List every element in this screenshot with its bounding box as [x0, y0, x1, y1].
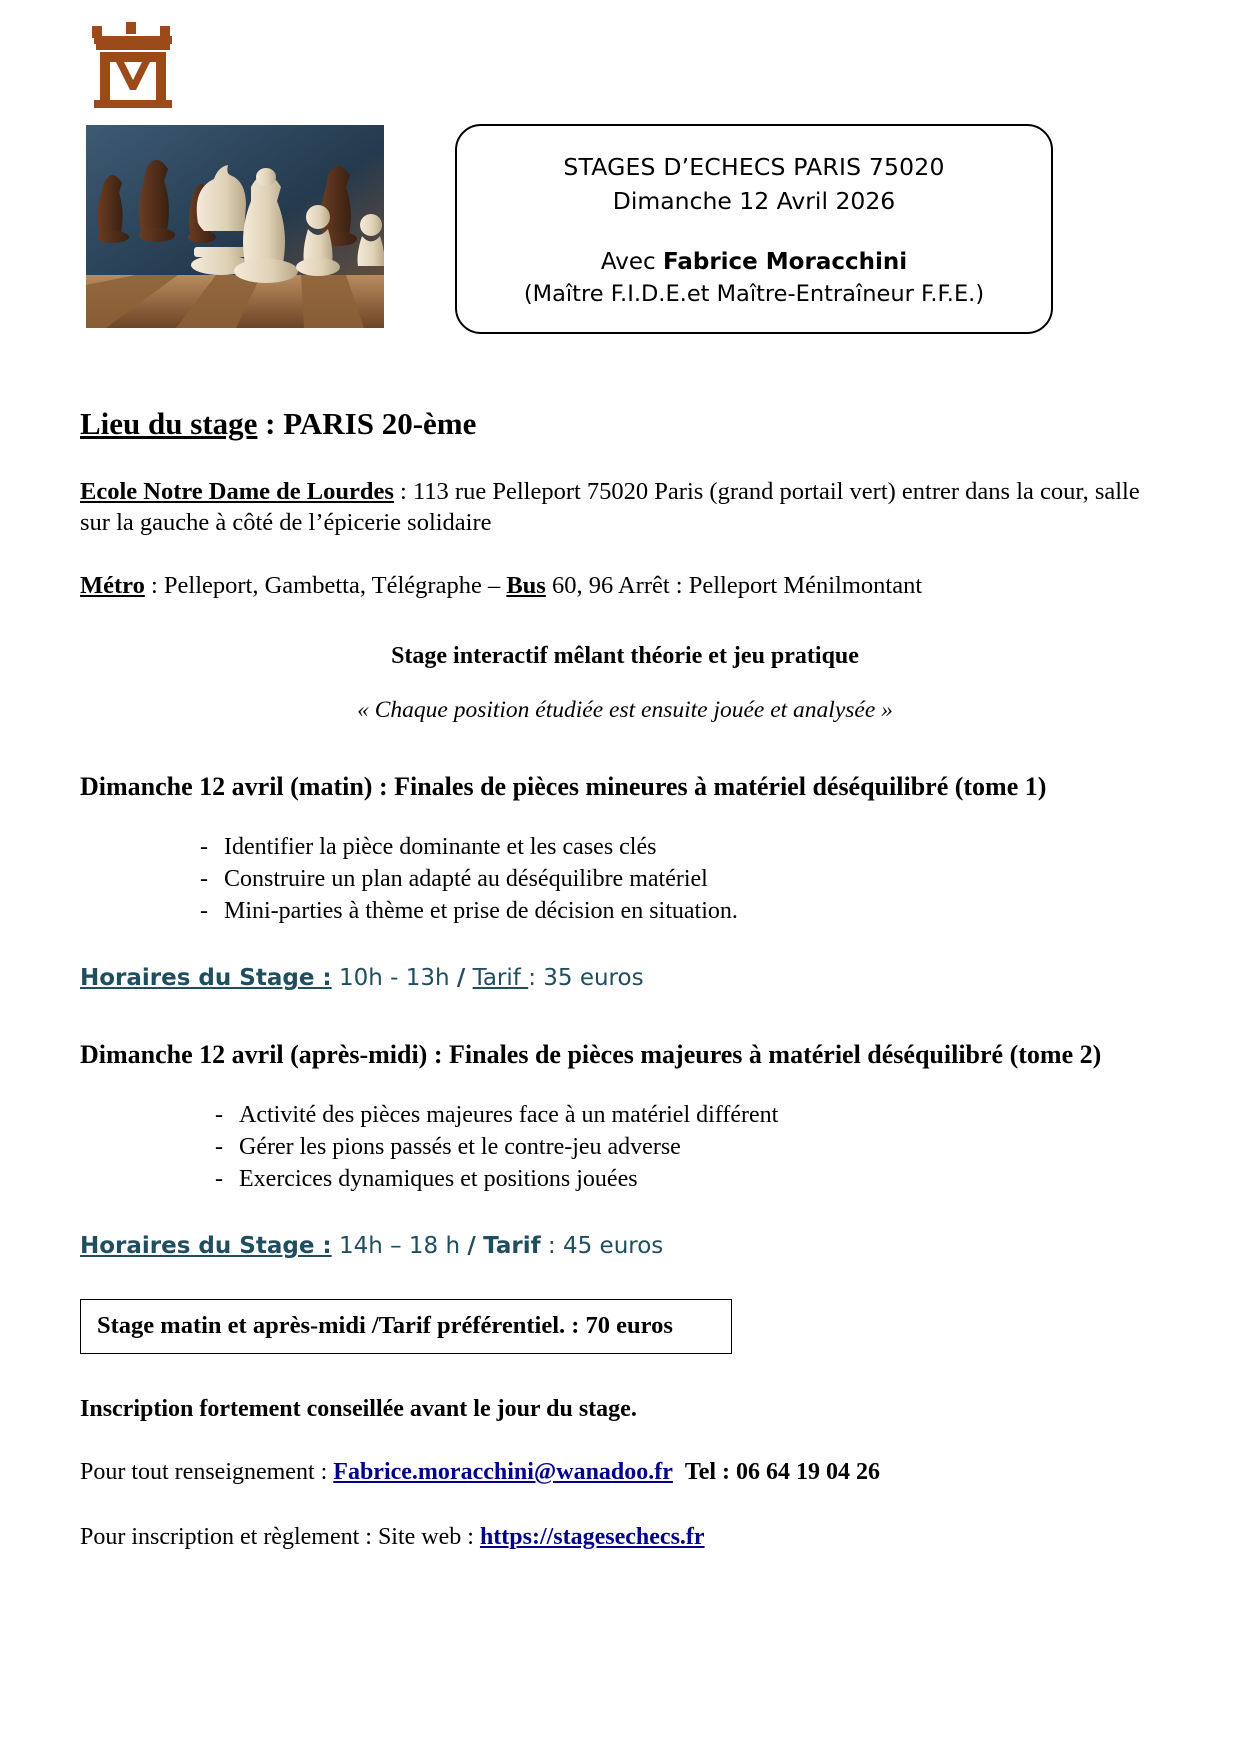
title-line-2: Dimanche 12 Avril 2026 [612, 187, 896, 215]
school-address-paragraph [80, 476, 1170, 538]
website-link[interactable]: https://stagesechecs.fr [479, 1524, 705, 1550]
session-1-bullets [80, 831, 1170, 927]
bullet-text: Exercices dynamiques et positions jouées [239, 1166, 638, 1192]
bullet-dash: - [200, 866, 208, 892]
schedule-value: 14h – 18 h [338, 1233, 461, 1259]
inscription-note: Inscription fortement conseillée avant le jour du stage. [80, 1396, 637, 1422]
phone-number: Tel : 06 64 19 04 26 [684, 1459, 881, 1485]
chess-pieces-photo [86, 125, 384, 328]
bullet-text: Gérer les pions passés et le contre-jeu adverse [239, 1134, 681, 1160]
bullet-text: Activité des pièces majeures face à un matériel différent [239, 1102, 779, 1128]
list-item [200, 831, 1170, 863]
bullet-dash: - [215, 1166, 223, 1192]
schedule-value: 10h - 13h [338, 965, 450, 991]
title-line-1: STAGES D’ECHECS PARIS 75020 [563, 153, 945, 181]
contact-line [80, 1457, 1170, 1488]
bullet-dash: - [200, 898, 208, 924]
bullet-dash: - [200, 834, 208, 860]
session-1-title: Dimanche 12 avril (matin) : Finales de pièces mineures à matériel déséquilibré (tome 1) [80, 772, 1047, 801]
metro-label: Métro [80, 572, 145, 599]
schedule-separator: / [467, 1233, 476, 1259]
bullet-text: Identifier la pièce dominante et les cases clés [224, 834, 657, 860]
schedule-label: Horaires du Stage : [80, 1233, 332, 1259]
bus-value: 60, 96 Arrêt : Pelleport Ménilmontant [545, 572, 923, 599]
trainer-name: Fabrice Moracchini [662, 249, 908, 275]
registration-label: Pour inscription et règlement : Site web : [80, 1524, 480, 1550]
bus-label: Bus [506, 572, 546, 599]
email-link[interactable]: Fabrice.moracchini@wanadoo.fr [333, 1459, 673, 1485]
schedule-separator: / [456, 965, 466, 991]
tarif-value: : 35 euros [528, 965, 644, 991]
list-item [200, 895, 1170, 927]
metro-value: : Pelleport, Gambetta, Télégraphe – [144, 572, 507, 599]
bullet-text: Mini-parties à thème et prise de décision en situation. [224, 898, 738, 924]
contact-label: Pour tout renseignement : [80, 1459, 334, 1485]
venue-label: Lieu du stage [80, 406, 258, 441]
venue-value: PARIS 20-ème [283, 406, 477, 441]
list-item [215, 1163, 1170, 1195]
school-label: Ecole Notre Dame de Lourdes [80, 478, 394, 505]
bullet-dash: - [215, 1134, 223, 1160]
bullet-text: Construire un plan adapté au déséquilibre matériel [224, 866, 708, 892]
schedule-label: Horaires du Stage : [80, 965, 332, 991]
tarif-value: : 45 euros [547, 1233, 664, 1259]
list-item [215, 1131, 1170, 1163]
chess-club-logo-icon [88, 22, 178, 110]
bullet-dash: - [215, 1102, 223, 1128]
intro-quote: « Chaque position étudiée est ensuite jouée et analysée » [357, 697, 893, 723]
registration-line [80, 1522, 1170, 1553]
session-2-bullets [80, 1099, 1170, 1195]
tarif-label: Tarif [483, 1233, 541, 1259]
venue-separator: : [257, 406, 284, 441]
document-body [80, 404, 1170, 1577]
session-2-title: Dimanche 12 avril (après-midi) : Finales de pièces majeures à matériel déséquilibré (tome 2) [80, 1040, 1102, 1069]
tarif-label: Tarif [472, 965, 529, 991]
session-2-schedule [80, 1231, 1170, 1261]
transport-paragraph [80, 570, 1170, 601]
list-item [200, 863, 1170, 895]
intro-headline: Stage interactif mêlant théorie et jeu pratique [391, 643, 859, 669]
school-address: : 113 rue Pelleport 75020 Paris (grand portail vert) entrer dans la cour, salle sur la gauche à côté de l’épicerie solidaire [80, 478, 1140, 536]
combined-price-box: Stage matin et après-midi /Tarif préférentiel. : 70 euros [80, 1299, 732, 1354]
trainer-line [457, 246, 1051, 278]
title-box [455, 124, 1053, 334]
with-label: Avec [600, 249, 663, 275]
session-1-schedule [80, 963, 1170, 993]
trainer-credentials: (Maître F.I.D.E.et Maître-Entraîneur F.F.E.) [523, 281, 985, 307]
list-item [215, 1099, 1170, 1131]
venue-heading [80, 404, 1170, 444]
